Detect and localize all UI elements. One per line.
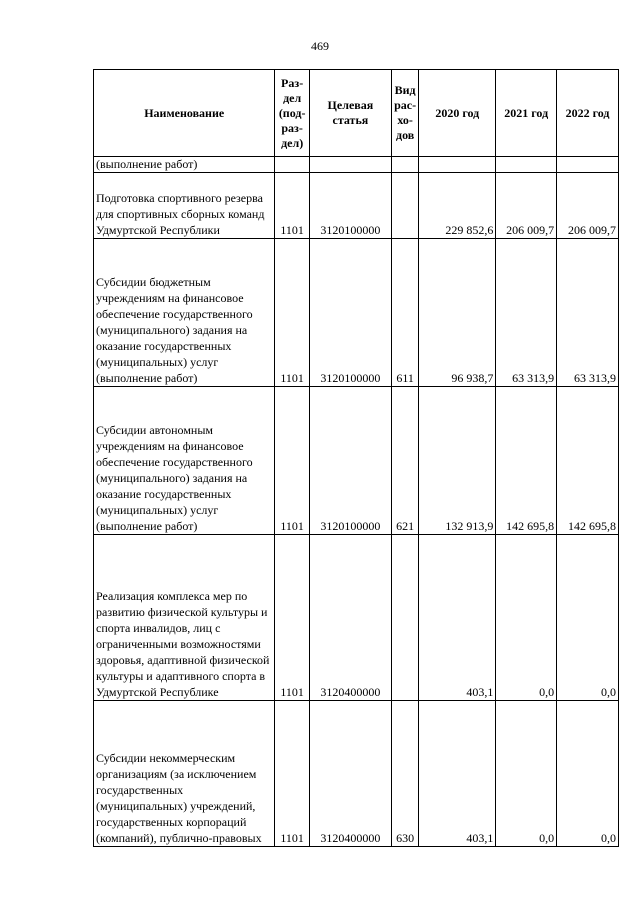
row-name: Подготовка спортивного резерва для спортивных сборных команд Удмуртской Республики	[94, 173, 275, 239]
row-2022	[557, 157, 619, 173]
header-2021: 2021 год	[496, 70, 557, 157]
row-2021: 206 009,7	[496, 173, 557, 239]
table-row	[94, 535, 619, 701]
table-header-row	[94, 70, 619, 157]
row-name: Субсидии автономным учреждениям на финансовое обеспечение государственного (муниципального) задания на оказание государственных (муниципальных) услуг (выполнение работ)	[94, 387, 275, 535]
table-row	[94, 239, 619, 387]
row-expense	[391, 157, 418, 173]
row-2020: 96 938,7	[419, 239, 496, 387]
row-2022: 142 695,8	[557, 387, 619, 535]
row-2021: 0,0	[496, 701, 557, 847]
row-section	[275, 157, 309, 173]
table-row	[94, 173, 619, 239]
row-2020: 229 852,6	[419, 173, 496, 239]
page-number: 469	[311, 39, 329, 53]
table-row	[94, 157, 619, 173]
row-name: Субсидии некоммерческим организациям (за исключением государственных (муниципальных) учреждений, государственных корпораций (компаний), публично-правовых	[94, 701, 275, 847]
row-2021: 63 313,9	[496, 239, 557, 387]
row-2022: 63 313,9	[557, 239, 619, 387]
row-expense: 621	[391, 387, 418, 535]
row-section: 1101	[275, 173, 309, 239]
row-2020: 403,1	[419, 701, 496, 847]
row-target: 3120400000	[309, 535, 391, 701]
row-target: 3120100000	[309, 239, 391, 387]
header-name: Наименование	[94, 70, 275, 157]
row-2022: 0,0	[557, 535, 619, 701]
row-name: Субсидии бюджетным учреждениям на финансовое обеспечение государственного (муниципального) задания на оказание государственных (муниципальных) услуг (выполнение работ)	[94, 239, 275, 387]
row-2021	[496, 157, 557, 173]
table-row	[94, 701, 619, 847]
row-expense: 611	[391, 239, 418, 387]
row-2021: 142 695,8	[496, 387, 557, 535]
row-section: 1101	[275, 535, 309, 701]
row-target	[309, 157, 391, 173]
row-2020	[419, 157, 496, 173]
row-target: 3120400000	[309, 701, 391, 847]
row-expense	[391, 173, 418, 239]
row-2022: 0,0	[557, 701, 619, 847]
header-target-article: Целевая статья	[309, 70, 391, 157]
header-2022: 2022 год	[557, 70, 619, 157]
row-section: 1101	[275, 701, 309, 847]
row-2020: 132 913,9	[419, 387, 496, 535]
row-name: (выполнение работ)	[94, 157, 275, 173]
header-2020: 2020 год	[419, 70, 496, 157]
row-2021: 0,0	[496, 535, 557, 701]
header-section: Раз- дел (под- раз- дел)	[275, 70, 309, 157]
row-expense: 630	[391, 701, 418, 847]
row-name: Реализация комплекса мер по развитию физической культуры и спорта инвалидов, лиц с ограниченными возможностями здоровья, адаптивной физической культуры и адаптивного спорта в Удмуртской Республике	[94, 535, 275, 701]
header-expense-type: Вид рас- хо- дов	[391, 70, 418, 157]
row-section: 1101	[275, 387, 309, 535]
budget-table	[93, 69, 619, 847]
row-expense	[391, 535, 418, 701]
row-section: 1101	[275, 239, 309, 387]
row-target: 3120100000	[309, 387, 391, 535]
row-target: 3120100000	[309, 173, 391, 239]
table-row	[94, 387, 619, 535]
row-2020: 403,1	[419, 535, 496, 701]
row-2022: 206 009,7	[557, 173, 619, 239]
